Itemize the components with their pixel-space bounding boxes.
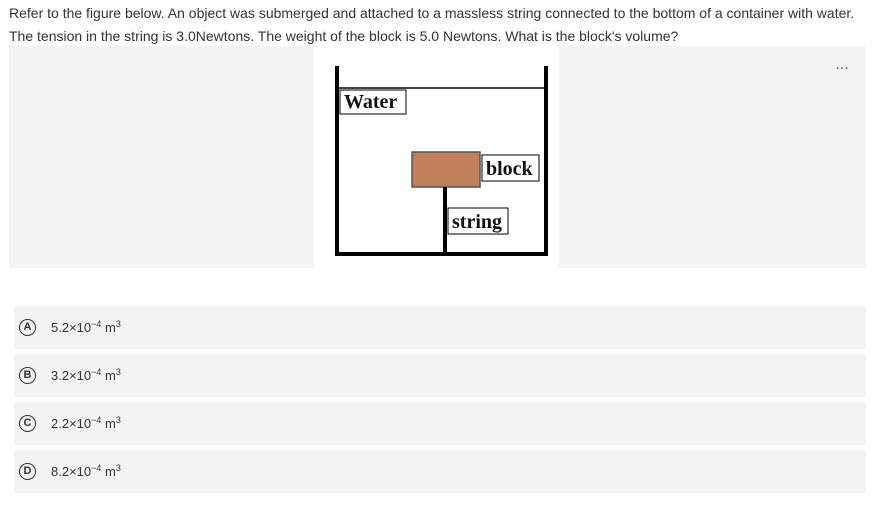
option-a[interactable] (14, 306, 866, 349)
figure-background-left (9, 46, 314, 268)
water-label: Water (344, 91, 398, 113)
option-mantissa: 3.2×10 (51, 368, 92, 383)
option-letter-badge: C (19, 415, 36, 432)
figure-background-right (559, 46, 866, 268)
answer-options (14, 306, 866, 498)
option-exponent: −4 (91, 463, 102, 473)
option-unit-exponent: 3 (115, 415, 121, 425)
option-text (51, 416, 121, 431)
option-b[interactable] (14, 354, 866, 397)
option-mantissa: 5.2×10 (51, 320, 92, 335)
option-exponent: −4 (91, 319, 102, 329)
option-c[interactable] (14, 402, 866, 445)
option-unit-exponent: 3 (115, 463, 121, 473)
option-exponent: −4 (91, 367, 102, 377)
option-letter-badge: A (19, 319, 36, 336)
option-text (51, 320, 121, 335)
option-exponent: −4 (91, 415, 102, 425)
option-mantissa: 2.2×10 (51, 416, 92, 431)
option-text (51, 464, 121, 479)
option-mantissa: 8.2×10 (51, 464, 92, 479)
option-d[interactable] (14, 450, 866, 493)
physics-figure (314, 46, 559, 268)
option-letter-badge: B (19, 367, 36, 384)
option-unit: m (105, 464, 116, 479)
option-unit: m (105, 320, 116, 335)
option-unit-exponent: 3 (115, 367, 121, 377)
option-text (51, 368, 121, 383)
more-options-icon[interactable]: ... (835, 56, 849, 73)
string-label: string (452, 211, 502, 233)
option-unit: m (105, 368, 116, 383)
question-text: Refer to the figure below. An object was submerged and attached to a massless string connected to the bottom of a container with water. The tension in the string is 3.0Newtons. The weight of the block is 5.0 Newtons. What is the block's volume? (9, 5, 855, 44)
option-unit-exponent: 3 (115, 319, 121, 329)
option-unit: m (105, 416, 116, 431)
block-label: block (486, 158, 533, 180)
block (412, 152, 480, 187)
option-letter-badge: D (19, 463, 36, 480)
